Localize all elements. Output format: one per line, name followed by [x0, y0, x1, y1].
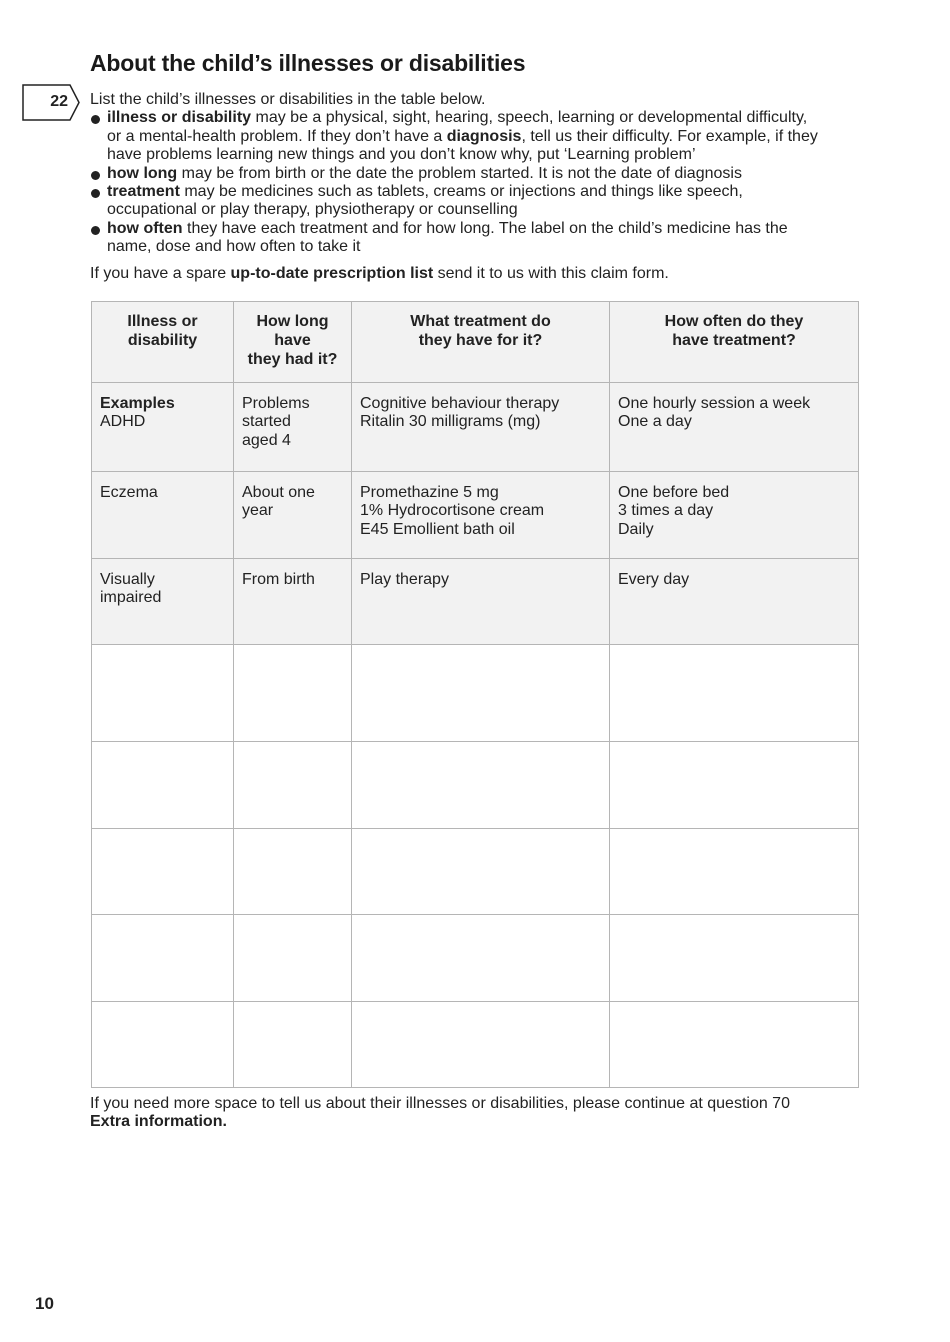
entry-treatment-field[interactable] — [352, 645, 610, 742]
note-text: send it to us with this claim form. — [433, 264, 669, 282]
entry-treatment-field[interactable] — [352, 915, 610, 1002]
page-title: About the child’s illnesses or disabilities — [90, 50, 526, 76]
guidance-list — [90, 109, 820, 256]
entry-illness-field[interactable] — [92, 1002, 234, 1088]
entry-how-often-field[interactable] — [610, 915, 859, 1002]
term-how-often: how often — [107, 219, 183, 237]
guidance-text: , tell us their difficulty. For example, if they have problems learning new things and you don’t know why, put ‘Learning problem’ — [107, 127, 818, 164]
prescription-note — [90, 265, 820, 283]
illness-table — [91, 301, 859, 1088]
entry-treatment-field[interactable] — [352, 742, 610, 829]
note-text: If you have a spare — [90, 264, 231, 282]
page-number: 10 — [35, 1294, 54, 1313]
example-illness: Visually impaired — [92, 559, 234, 645]
intro-lead: List the child’s illnesses or disabilities in the table below. — [90, 91, 486, 108]
entry-how-often-field[interactable] — [610, 742, 859, 829]
term-treatment: treatment — [107, 183, 180, 201]
example-illness: Examples ADHD — [92, 383, 234, 472]
entry-illness-field[interactable] — [92, 645, 234, 742]
intro-section — [90, 91, 820, 283]
entry-how-often-field[interactable] — [610, 645, 859, 742]
entry-how-long-field[interactable] — [234, 829, 352, 915]
blank-entry-row — [92, 645, 859, 742]
header-treatment: What treatment do they have for it? — [352, 302, 610, 383]
entry-illness-field[interactable] — [92, 742, 234, 829]
footer-text: If you need more space to tell us about their illnesses or disabilities, please continue at question 70 — [90, 1095, 790, 1112]
example-treatment: Play therapy — [352, 559, 610, 645]
more-space-note — [90, 1095, 850, 1132]
entry-how-often-field[interactable] — [610, 829, 859, 915]
guidance-text: may be a physical, sight, hearing, speech, learning or developmental difficulty, or a mental-health problem. If they don’t have a — [107, 109, 808, 145]
guidance-item-treatment — [90, 183, 820, 220]
example-how-often: One before bed 3 times a day Daily — [610, 472, 859, 559]
blank-entry-row — [92, 915, 859, 1002]
example-how-long: About one year — [234, 472, 352, 559]
guidance-text: may be medicines such as tablets, creams or injections and things like speech, occupational or play therapy, physiotherapy or counselling — [107, 183, 743, 219]
example-row — [92, 472, 859, 559]
entry-how-long-field[interactable] — [234, 1002, 352, 1088]
entry-illness-field[interactable] — [92, 915, 234, 1002]
entry-how-often-field[interactable] — [610, 1002, 859, 1088]
guidance-item-how-long — [90, 165, 820, 183]
table-header-row — [92, 302, 859, 383]
example-how-long: From birth — [234, 559, 352, 645]
footer-bold: Extra information. — [90, 1113, 227, 1131]
example-row — [92, 559, 859, 645]
example-row — [92, 383, 859, 472]
entry-how-long-field[interactable] — [234, 915, 352, 1002]
entry-how-long-field[interactable] — [234, 645, 352, 742]
guidance-text: may be from birth or the date the problem started. It is not the date of diagnosis — [177, 164, 742, 182]
entry-treatment-field[interactable] — [352, 1002, 610, 1088]
example-how-often: One hourly session a week One a day — [610, 383, 859, 472]
example-treatment: Cognitive behaviour therapy Ritalin 30 milligrams (mg) — [352, 383, 610, 472]
question-number: 22 — [50, 93, 68, 110]
guidance-text: they have each treatment and for how long. The label on the child’s medicine has the name, dose and how often to take it — [107, 219, 788, 256]
term-illness: illness or disability — [107, 109, 252, 127]
note-bold: up-to-date prescription list — [230, 264, 434, 282]
example-how-often: Every day — [610, 559, 859, 645]
header-illness: Illness or disability — [92, 302, 234, 383]
entry-treatment-field[interactable] — [352, 829, 610, 915]
example-treatment: Promethazine 5 mg 1% Hydrocortisone cream E45 Emollient bath oil — [352, 472, 610, 559]
guidance-item-illness — [90, 109, 820, 164]
blank-entry-row — [92, 829, 859, 915]
blank-entry-row — [92, 1002, 859, 1088]
header-how-long: How long have they had it? — [234, 302, 352, 383]
entry-how-long-field[interactable] — [234, 742, 352, 829]
guidance-item-how-often — [90, 220, 820, 257]
question-number-badge — [22, 84, 82, 122]
blank-entry-row — [92, 742, 859, 829]
header-how-often: How often do they have treatment? — [610, 302, 859, 383]
term-diagnosis: diagnosis — [446, 127, 522, 145]
example-how-long: Problems started aged 4 — [234, 383, 352, 472]
term-how-long: how long — [107, 164, 178, 182]
entry-illness-field[interactable] — [92, 829, 234, 915]
example-illness: Eczema — [92, 472, 234, 559]
